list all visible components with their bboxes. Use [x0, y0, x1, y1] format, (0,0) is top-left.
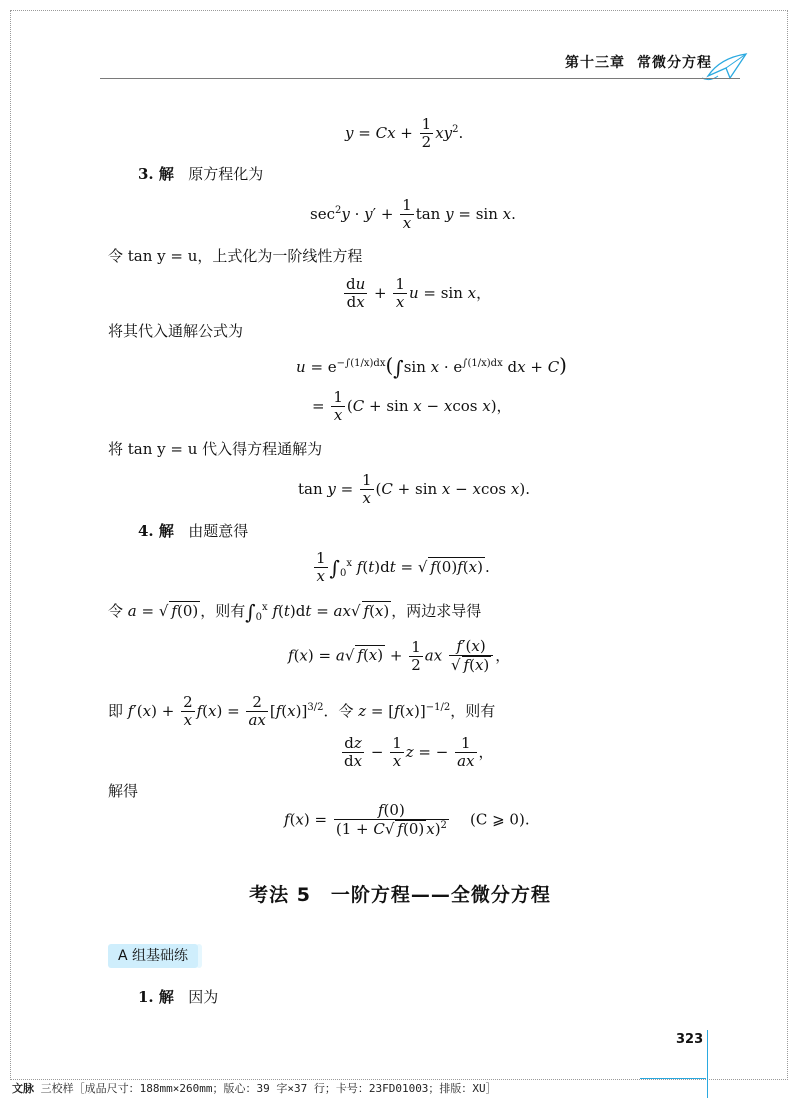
- problem4-let-line: 令 a = √ f(0) ，则有$\int_0^x$ f(t)dt = ax√ f(x) ，两边求导得: [108, 600, 482, 624]
- problem1-heading: [138, 986, 218, 1007]
- condition: (C ⩾ 0).: [470, 810, 530, 829]
- paper-plane-icon: [700, 48, 750, 82]
- equation-p3-5: tan y = $\frac{1}{x}$ (C + sin x − xcos x).: [298, 471, 530, 508]
- problem3-substitution: 令 tan y = u，上式化为一阶线性方程: [108, 247, 363, 265]
- footer-note: [12, 1080, 497, 1096]
- page-border: [10, 10, 788, 1080]
- problem4-intro: 由题意得: [188, 522, 249, 540]
- page-rule-vertical: [707, 1030, 708, 1098]
- chapter-title: 常微分方程: [637, 55, 712, 71]
- problem3-intro: 原方程化为: [188, 165, 264, 183]
- equation-p3-2: $\frac{du}{dx}$ + $\frac{1}{x}$ u = sin x，: [346, 275, 492, 312]
- equation-p3-4: = $\frac{1}{x}$ (C + sin x − xcos x)，: [312, 388, 512, 425]
- problem4-solve-text: 解得: [108, 782, 139, 800]
- equation-solution-prev: y = Cx + $\frac{1}{2}$ $xy^2$.: [345, 115, 464, 152]
- equation-p4-3: $\frac{dz}{dx}$ − $\frac{1}{x}$ z = − $\frac{1}{ax}$ ，: [344, 734, 494, 771]
- page-rule-horizontal: [640, 1078, 706, 1079]
- problem1-text: 因为: [188, 988, 219, 1006]
- footer-proof-info: 三校样［成品尺寸：188mm×260mm；版心：39 字×37 行；卡号：23FD01003；排版：XU］: [40, 1082, 497, 1095]
- page-number: 323: [676, 1032, 704, 1047]
- problem3-result-text: 将 tan y = u 代入得方程通解为: [108, 440, 323, 458]
- equation-p4-4: f(x) = $\frac{f(0)}{(1 + C√ f(0) x)^2}$ (C ⩾ 0).: [284, 801, 530, 839]
- problem4-label: 4. 解: [138, 522, 174, 540]
- header-rule: [100, 78, 740, 79]
- equation-p3-3: $u = e^{-\int(1/x)dx}(\int\sin$ $x \cdot e^{\int(1/x)dx}$ dx + C): [296, 353, 567, 380]
- problem4-heading: [138, 520, 248, 541]
- problem3-formula-text: 将其代入通解公式为: [108, 322, 244, 340]
- problem1-label: 1. 解: [138, 988, 174, 1006]
- group-tag: A 组基础练: [108, 944, 198, 968]
- section-title: 考法 5 一阶方程——全微分方程: [249, 884, 551, 906]
- problem3-label: 3. 解: [138, 165, 174, 183]
- chapter-number: 第十三章: [565, 55, 625, 71]
- equation-p4-1: $\frac{1}{x}$ $\int_0^x$ f(t)dt = √ f(0)f(x) .: [316, 549, 490, 586]
- equation-p3-1: $\sec^2y \cdot y'$ + $\frac{1}{x}$ tan y = sin x.: [310, 196, 516, 233]
- running-header: [565, 52, 712, 72]
- problem4-ie-line: 即 f′(x) + $\frac{2}{x}$ f(x) = $\frac{2}{ax}$ $[f(x)]^{3/2}$．令 $z = [f(x)]^{-1/2}$，则有: [108, 693, 496, 730]
- equation-p4-2: f(x) = a√ f(x) + $\frac{1}{2}$ ax $\frac{f'(x)}{√ f(x)}$ ，: [288, 637, 511, 675]
- problem3-heading: [138, 163, 263, 184]
- footer-brand: 文脉: [12, 1082, 34, 1095]
